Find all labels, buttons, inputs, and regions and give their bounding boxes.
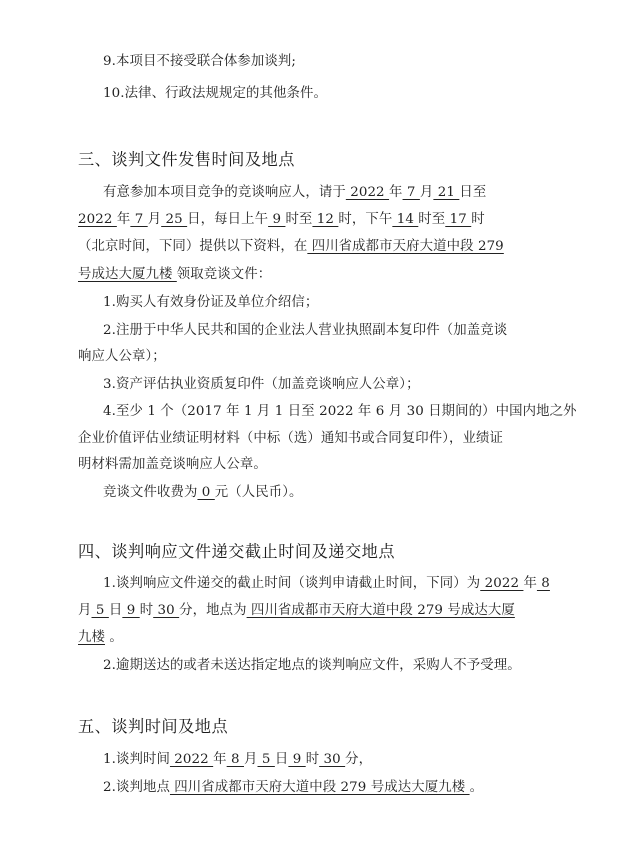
s5-place: 2.谈判地点 四川省成都市天府大道中段 279 号成达大厦九楼 。 [103,780,484,795]
s4-p1-line-2: 月 5 日 9 时 30 分，地点为 四川省成都市天府大道中段 279 号成达大厦 [78,603,515,618]
section-3-heading: 三、谈判文件发售时间及地点 [78,150,295,169]
s3-item-1: 1.购买人有效身份证及单位介绍信； [103,295,319,310]
s3-item-4-line-2: 企业价值评估业绩证明材料（中标（选）通知书或合同复印件），业绩证 [78,431,503,446]
s4-p1-line-1: 1.谈判响应文件递交的截止时间（谈判申请截止时间，下同）为 2022 年 8 [103,576,550,591]
s3-intro-line-1: 有意参加本项目竞争的竞谈响应人，请于 2022 年 7 月 21 日至 [103,185,487,200]
s3-item-4-line-3: 明材料需加盖竞谈响应人公章。 [78,457,267,472]
item-9: 9.本项目不接受联合体参加谈判; [103,54,296,69]
s3-item-2-line-2: 响应人公章）； [78,349,166,364]
section-4-heading: 四、谈判响应文件递交截止时间及递交地点 [78,542,396,561]
s3-intro-line-2: 2022 年 7 月 25 日，每日上午 9 时至 12 时，下午 14 时至 17 时 [78,212,485,227]
s3-item-2-line-1: 2.注册于中华人民共和国的企业法人营业执照副本复印件（加盖竞谈 [103,323,508,338]
s3-item-4-line-1: 4.至少 1 个（2017 年 1 月 1 日至 2022 年 6 月 30 日期间的）中国内地之外 [103,404,577,419]
s3-item-3: 3.资产评估执业资质复印件（加盖竞谈响应人公章）； [103,377,420,392]
item-10: 10.法律、行政法规规定的其他条件。 [103,86,327,101]
s5-time: 1.谈判时间 2022 年 8 月 5 日 9 时 30 分， [103,752,373,767]
s3-intro-line-3: （北京时间，下同）提供以下资料，在 四川省成都市天府大道中段 279 [78,239,504,254]
section-5-heading: 五、谈判时间及地点 [78,717,229,736]
s3-intro-line-4: 号成达大厦九楼 领取竞谈文件： [78,267,272,282]
s3-fee: 竞谈文件收费为 0 元（人民币）。 [103,485,303,500]
s4-p2: 2.逾期送达的或者未送达指定地点的谈判响应文件，采购人不予受理。 [103,658,521,673]
s4-p1-line-3: 九楼 。 [78,630,123,645]
